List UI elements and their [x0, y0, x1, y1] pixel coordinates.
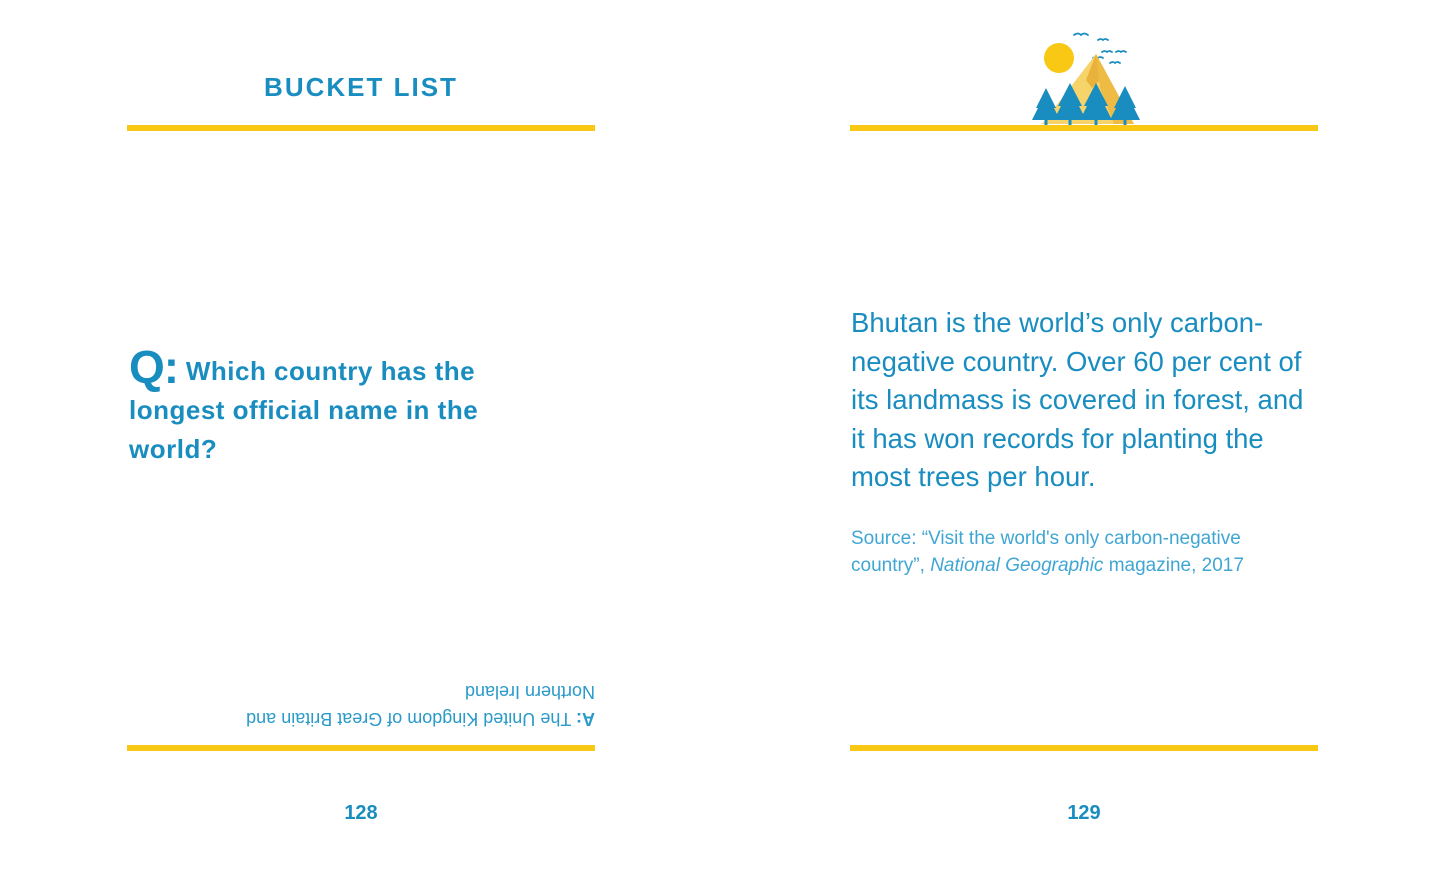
top-rule-right [850, 125, 1318, 131]
question-marker: Q: [129, 341, 179, 393]
sun-icon [1044, 43, 1074, 73]
answer-block-upside-down [195, 678, 595, 732]
question-text: Which country has the longest official name in the world? [129, 356, 479, 464]
top-rule-left [127, 125, 595, 131]
page-number-right: 129 [1067, 802, 1101, 824]
question-block [129, 341, 529, 469]
birds-icon [1074, 34, 1126, 64]
source-publication: National Geographic [930, 555, 1104, 576]
section-header: BUCKET LIST [264, 72, 458, 102]
answer-text: The United Kingdom of Great Britain and Northern Ireland [246, 682, 595, 729]
mountain-sun-trees-icon [1030, 28, 1142, 128]
source-prefix: Source: “Visit the world's only carbon-negative country”, [851, 528, 1241, 576]
source-citation [851, 525, 1301, 579]
page-number-left: 128 [344, 802, 378, 824]
fact-text: Bhutan is the world’s only carbon-negative country. Over 60 per cent of its landmass is covered in forest, and it has won records for planting the most trees per hour. [851, 307, 1304, 492]
answer-marker: A: [576, 709, 595, 729]
source-suffix: magazine, 2017 [1103, 555, 1244, 576]
bottom-rule-left [127, 745, 595, 751]
bottom-rule-right [850, 745, 1318, 751]
